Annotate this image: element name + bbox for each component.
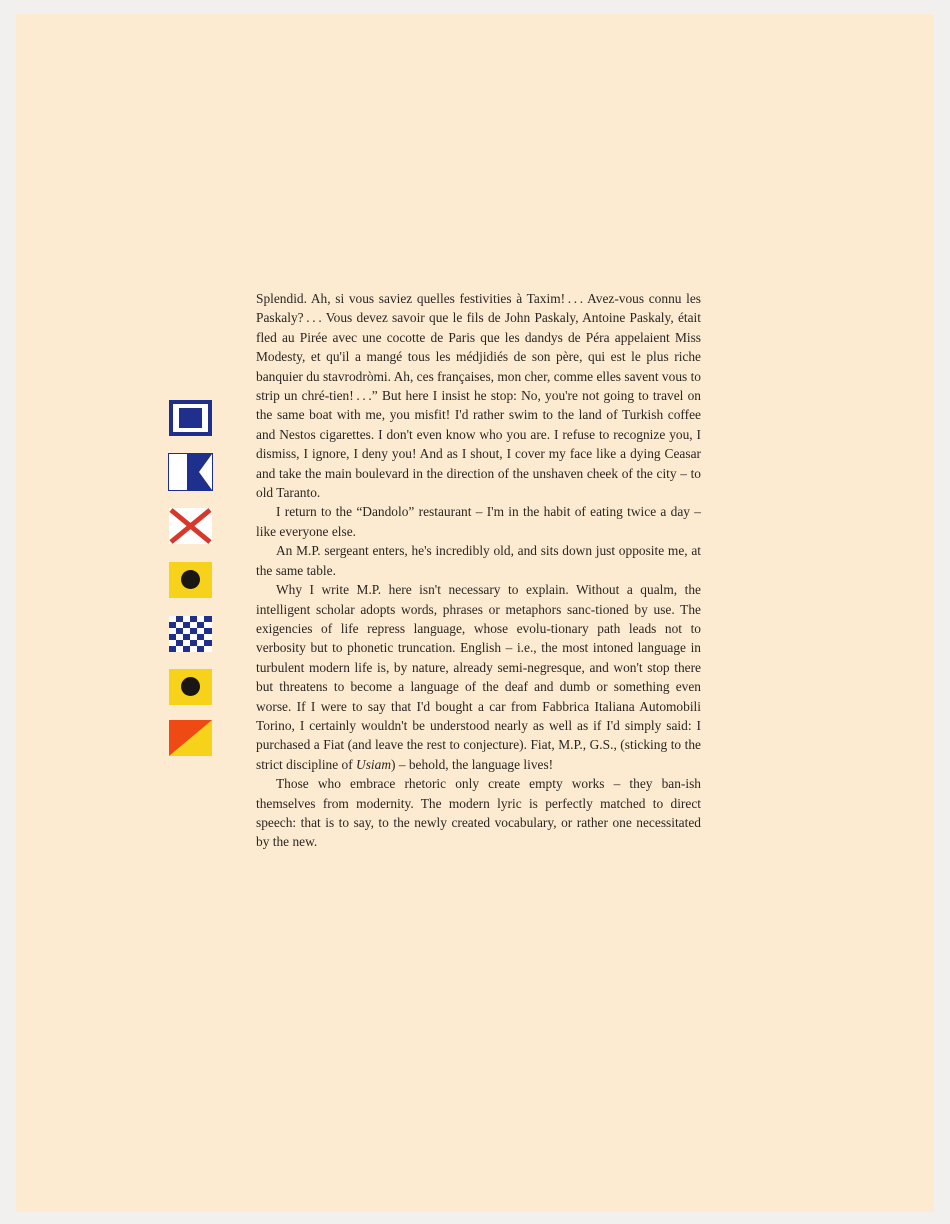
flag-yellow-ball-icon (169, 562, 212, 598)
paragraph: An M.P. sergeant enters, he's incredibly old, and sits down just opposite me, at the same table. (256, 543, 701, 578)
paragraph: Splendid. Ah, si vous saviez quelles festivities à Taxim! . . . Avez-vous connu les Paskaly? . . . Vous devez savoir que le fils de John Paskaly, Antoine Paskaly, était fled au Pirée avec une cocotte de Paris que les dandys de Péra appelaient Miss Modesty, et qu'il a mangé tous les médjidiés de son père, qui est le plus riche banquier du stavrodròmi. Ah, ces françaises, mon cher, comme elles savent vous to strip un chré-tien! . . .” But here I insist he stop: No, you're not going to travel on the same boat with me, you misfit! I'd rather swim to the land of Turkish coffee and Nestos cigarettes. I don't even know who you are. I refuse to recognize you, I dismiss, I ignore, I deny you! And as I shout, I cover my face like a dying Ceasar and take the main boulevard in the direction of the unshaven cheek of the city – to old Taranto. (256, 291, 701, 501)
italic-term: Usiam (356, 756, 392, 772)
paragraph-text: Why I write M.P. here isn't necessary to explain. Without a qualm, the intelligent scholar adopts words, phrases or metaphors sanc-tioned by use. The exigencies of life repress language, whose evolu-tionary path leads not to verbosity but to phonetic truncation. English – i.e., the most intoned language in turbulent modern life is, by nature, already semi-negresque, and won't stop there but threatens to become a language of the deaf and dumb or something even worse. If I were to say that I'd bought a car from Fabbrica Italiana Automobili Torino, I certainly wouldn't be understood nearly as well as if I'd simply said: I purchased a Fiat (and leave the rest to conjecture). Fiat, M.P., G.S., (sticking to the strict discipline of (256, 582, 701, 772)
flag-diagonal-icon (169, 720, 212, 756)
flag-yellow-ball-icon (169, 669, 212, 705)
flag-checkered-icon (169, 616, 212, 652)
flag-saltire-icon (169, 508, 212, 544)
paragraph-text: ) – behold, the language lives! (391, 756, 554, 772)
paragraph: I return to the “Dandolo” restaurant – I'm in the habit of eating twice a day – like everyone else. (256, 504, 701, 539)
paragraph (256, 580, 701, 774)
paragraph: Those who embrace rhetoric only create empty works – they ban-ish themselves from modernity. The modern lyric is perfectly matched to direct speech: that is to say, to the newly created vocabulary, or rather one necessitated by the new. (256, 776, 701, 850)
flag-blue-square-icon (169, 400, 212, 436)
flag-swallowtail-icon (169, 454, 212, 490)
body-text (256, 289, 701, 852)
